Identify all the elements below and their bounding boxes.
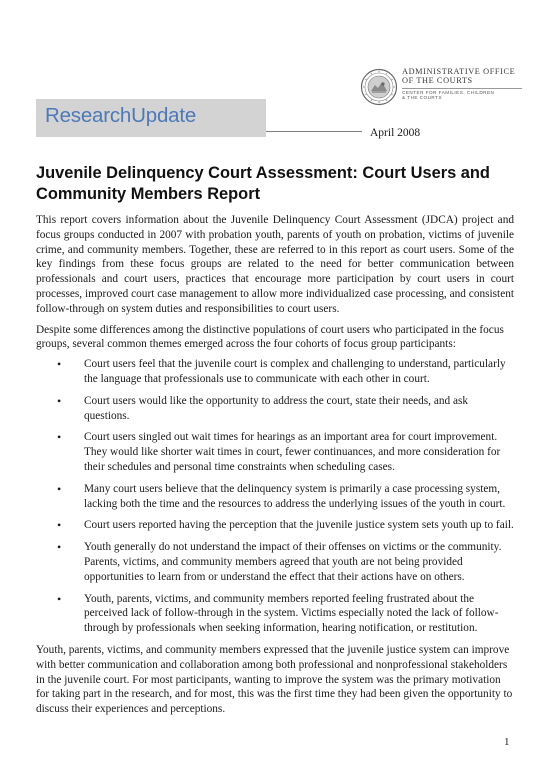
page-number: 1 — [504, 736, 510, 748]
publication-series-title: ResearchUpdate — [45, 104, 197, 127]
list-item: • Court users reported having the perception that the juvenile justice system sets youth up to fail. — [36, 518, 514, 533]
list-item: • Court users singled out wait times for hearings as an important area for court improvement. They would like shorter wait times in court, fewer continuances, and more consideration for their schedules and personal time constraints when scheduling cases. — [36, 430, 514, 474]
list-item: • Many court users believe that the delinquency system is primarily a case processing system, lacking both the time and the resources to address the underlying issues of the youth in court. — [36, 482, 514, 512]
intro-paragraph: This report covers information about the Juvenile Delinquency Court Assessment (JDCA) project and focus groups conducted in 2007 with probation youth, parents of youth on probation, victims of juvenile crime, and community members. Together, these are referred to in this report as court users. Some of the key findings from these focus groups are related to the need for better communication between professionals and court users, practices that encourage more participation by court users in court processes, improved court case management to allow more individualized case processing, and consistent follow-through on system duties and responsibilities to court users. — [36, 214, 514, 315]
center-name-line1: CENTER FOR FAMILIES, CHILDREN — [402, 90, 495, 96]
logo-text — [402, 68, 532, 101]
seal-icon — [360, 68, 398, 106]
logo-divider — [402, 88, 522, 89]
report-title: Juvenile Delinquency Court Assessment: Court Users and Community Members Report — [36, 164, 490, 203]
list-item: • Court users feel that the juvenile court is complex and challenging to understand, particularly the language that professionals use to communicate with each other in court. — [36, 357, 514, 387]
themes-intro-paragraph: Despite some differences among the distinctive populations of court users who participated in the focus groups, several common themes emerged across the four cohorts of focus group participants: — [36, 323, 504, 351]
closing-paragraph: Youth, parents, victims, and community members expressed that the juvenile justice system can improve with better communication and collaboration among both professional and nonprofessional stakeholders in the juvenile court. For most participants, wanting to improve the system was the primary motivation for taking part in the research, and for most, this was the first time they had been given the opportunity to discuss their experiences and perceptions. — [36, 643, 513, 716]
report-body — [36, 213, 514, 717]
org-name-line2: OF THE COURTS — [402, 75, 473, 85]
header-divider — [266, 131, 362, 132]
org-name-line1: ADMINISTRATIVE OFFICE — [402, 67, 516, 76]
publication-date: April 2008 — [370, 127, 421, 139]
research-update-badge — [36, 99, 266, 137]
list-item: • Youth, parents, victims, and community members reported feeling frustrated about the perceived lack of follow-through in the system. Victims especially noted the lack of follow-through by professionals when seeking information, hearing notification, or restitution. — [36, 592, 514, 636]
list-item: • Court users would like the opportunity to address the court, state their needs, and ask questions. — [36, 394, 514, 424]
center-name-line2: & THE COURTS — [402, 95, 443, 101]
list-item: • Youth generally do not understand the impact of their offenses on victims or the community. Parents, victims, and community members agreed that youth are not being provided opportunities to learn from or understand the effect that their actions have on others. — [36, 540, 514, 584]
themes-list — [36, 357, 514, 636]
